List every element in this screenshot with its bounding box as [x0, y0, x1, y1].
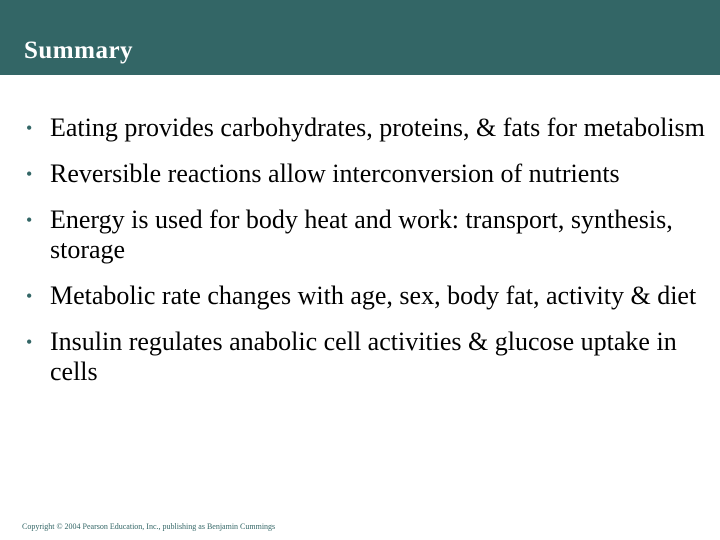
- bullet-text: Metabolic rate changes with age, sex, body fat, activity & diet: [50, 281, 697, 310]
- title-bar: [0, 0, 720, 75]
- bullet-item: [26, 159, 706, 189]
- bullet-item: [26, 327, 706, 387]
- bullet-marker: •: [26, 118, 33, 138]
- bullet-marker: •: [26, 210, 33, 230]
- slide-title: Summary: [24, 37, 134, 64]
- bullet-text: Eating provides carbohydrates, proteins, & fats for metabolism: [50, 113, 705, 142]
- bullet-marker: •: [26, 332, 33, 352]
- bullet-item: [26, 205, 706, 265]
- bullet-text: Insulin regulates anabolic cell activities & glucose uptake in cells: [50, 327, 677, 386]
- bullet-list: [26, 113, 706, 403]
- bullet-marker: •: [26, 164, 33, 184]
- bullet-marker: •: [26, 286, 33, 306]
- bullet-text: Reversible reactions allow interconversion of nutrients: [50, 159, 620, 188]
- bullet-item: [26, 281, 706, 311]
- copyright-notice: Copyright © 2004 Pearson Education, Inc., publishing as Benjamin Cummings: [22, 522, 276, 531]
- bullet-text: Energy is used for body heat and work: transport, synthesis, storage: [50, 205, 673, 264]
- bullet-item: [26, 113, 706, 143]
